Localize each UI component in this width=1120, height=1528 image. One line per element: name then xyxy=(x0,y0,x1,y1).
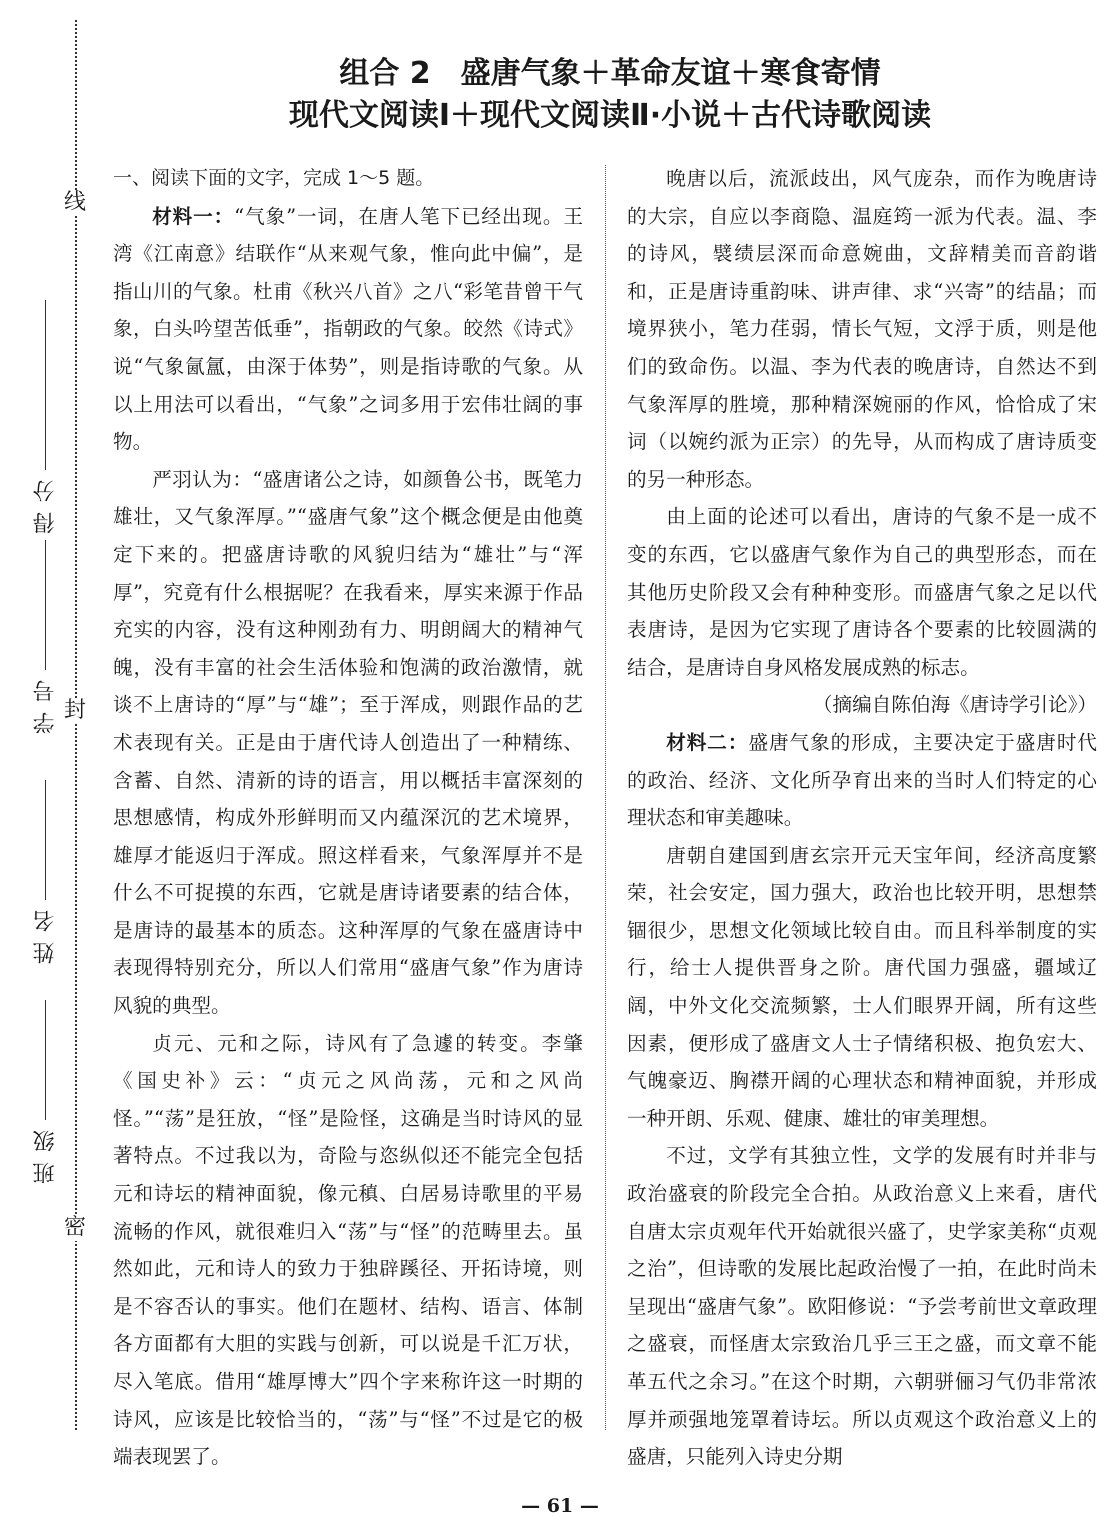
column-divider xyxy=(605,165,606,1430)
margin-word-mi: 密 xyxy=(64,1215,87,1240)
material-one-paragraph-5: 由上面的论述可以看出，唐诗的气象不是一成不变的东西，它以盛唐气象作为自己的典型形态，而在其他历史阶段又会有种种变形。而盛唐气象之足以代表唐诗，是因为它实现了唐诗各个要素的比较圆满的结合，是唐诗自身风格发展成熟的标志。 xyxy=(627,505,1097,679)
class-label: 班级 xyxy=(33,1120,58,1184)
score-label: 得分 xyxy=(33,470,58,534)
name-label: 姓名 xyxy=(33,900,58,964)
page-subtitle: 现代文阅读Ⅰ＋现代文阅读Ⅱ·小说＋古代诗歌阅读 xyxy=(288,98,932,133)
margin-word-feng: 封 xyxy=(64,698,87,723)
name-blank-line xyxy=(45,780,46,900)
material-one-paragraph-2: 严羽认为：“盛唐诸公之诗，如颜鲁公书，既笔力雄壮，又气象浑厚。”“盛唐气象”这个概念便是由他奠定下来的。把盛唐诗歌的风貌归结为“雄壮”与“浑厚”，究竟有什么根据呢？在我看来，厚实来源于作品充实的内容，没有这种刚劲有力、明朗阔大的精神气魄，没有丰富的社会生活体验和饱满的政治激情，就谈不上唐诗的“厚”与“雄”；至于浑成，则跟作品的艺术表现有关。正是由于唐代诗人创造出了一种精练、含蓄、自然、清新的诗的语言，用以概括丰富深刻的思想感情，构成外形鲜明而又内蕴深沉的艺术境界，雄厚才能返归于浑成。照这样看来，气象浑厚并不是什么不可捉摸的东西，它就是唐诗诸要素的结合体，是唐诗的最基本的质态。这种浑厚的气象在盛唐诗中表现得特别充分，所以人们常用“盛唐气象”作为唐诗风貌的典型。 xyxy=(113,467,583,1018)
margin-word-xian: 线 xyxy=(64,190,87,215)
material-one-paragraph-3: 贞元、元和之际，诗风有了急遽的转变。李肇《国史补》云：“贞元之风尚荡，元和之风尚怪。”“荡”是狂放，“怪”是险怪，这确是当时诗风的显著特点。不过我以为，奇险与恣纵似还不能完全包括元和诗坛的精神面貌，像元稹、白居易诗歌里的平易流畅的作风，就很难归入“荡”与“怪”的范畴里去。虽然如此，元和诗人的致力于独辟蹊径、开拓诗境，则是不容否认的事实。他们在题材、结构、语言、体制各方面都有大胆的实践与创新，可以说是千汇万状，尽入笔底。借用“雄厚博大”四个字来称许这一时期的诗风，应该是比较恰当的，“荡”与“怪”不过是它的极端表现罢了。 xyxy=(113,1031,583,1469)
material-one-paragraph-1 xyxy=(113,198,583,461)
student-id-blank-line xyxy=(45,540,46,670)
material-two-paragraph-3: 不过，文学有其独立性，文学的发展有时并非与政治盛衰的阶段完全合拍。从政治意义上来看，唐代自唐太宗贞观年代开始就很兴盛了，史学家美称“贞观之治”，但诗歌的发展比起政治慢了一拍，在此时尚未呈现出“盛唐气象”。欧阳修说：“予尝考前世文章政理之盛衰，而怪唐太宗致治几乎三王之盛，而文章不能革五代之余习。”在这个时期，六朝骈俪习气仍非常浓厚并顽强地笼罩着诗坛。所以贞观这个政治意义上的盛唐，只能列入诗史分期 xyxy=(627,1144,1097,1469)
source-citation: （摘编自陈伯海《唐诗学引论》） xyxy=(812,693,1097,717)
left-column xyxy=(113,160,583,1476)
paragraph-text: “气象”一词，在唐人笔下已经出现。王湾《江南意》结联作“从来观气象，惟向此中偏”，是指山川的气象。杜甫《秋兴八首》之八“彩笔昔曾干气象，白头吟望苦低垂”，指朝政的气象。皎然《诗式》说“气象氤氲，由深于体势”，则是指诗歌的气象。从以上用法可以看出，“气象”之词多用于宏伟壮阔的事物。 xyxy=(113,204,583,454)
material-two-paragraph-2: 唐朝自建国到唐玄宗开元天宝年间，经济高度繁荣，社会安定，国力强大，政治也比较开明，思想禁锢很少，思想文化领域比较自由。而且科举制度的实行，给士人提供晋身之阶。唐代国力强盛，疆域辽阔，中外文化交流频繁，士人们眼界开阔，所有这些因素，便形成了盛唐文人士子情绪积极、抱负宏大、气魄豪迈、胸襟开阔的心理状态和精神面貌，并形成一种开朗、乐观、健康、雄壮的审美理想。 xyxy=(627,843,1097,1130)
student-id-field[interactable] xyxy=(30,540,61,734)
page-number: — 61 — xyxy=(521,1495,599,1517)
name-field[interactable] xyxy=(30,780,61,964)
class-blank-line xyxy=(45,1000,46,1120)
paragraph-text: 盛唐气象的形成，主要决定于盛唐时代的政治、经济、文化所孕育出来的当时人们特定的心理状态和审美趣味。 xyxy=(627,730,1098,830)
task-instruction: 一、阅读下面的文字，完成 1～5 题。 xyxy=(113,167,435,189)
material-two-paragraph-1 xyxy=(627,724,1097,837)
score-field[interactable] xyxy=(30,300,61,534)
right-column xyxy=(627,160,1097,1476)
material-one-paragraph-4: 晚唐以后，流派歧出，风气庞杂，而作为晚唐诗的大宗，自应以李商隐、温庭筠一派为代表。温、李的诗风，襞绩层深而命意婉曲，文辞精美而音韵谐和，正是唐诗重韵味、讲声律、求“兴寄”的结晶；而境界狭小，笔力荏弱，情长气短，文浮于质，则是他们的致命伤。以温、李为代表的晚唐诗，自然达不到气象浑厚的胜境，那种精深婉丽的作风，恰恰成了宋词（以婉约派为正宗）的先导，从而构成了唐诗质变的另一种形态。 xyxy=(627,167,1097,491)
student-id-label: 学号 xyxy=(33,670,58,734)
material-one-label: 材料一： xyxy=(152,204,235,228)
class-field[interactable] xyxy=(30,1000,61,1184)
score-blank-line xyxy=(45,300,46,470)
material-two-label: 材料二： xyxy=(666,730,749,754)
page-title: 组合 2 盛唐气象＋革命友谊＋寒食寄情 xyxy=(339,56,881,91)
